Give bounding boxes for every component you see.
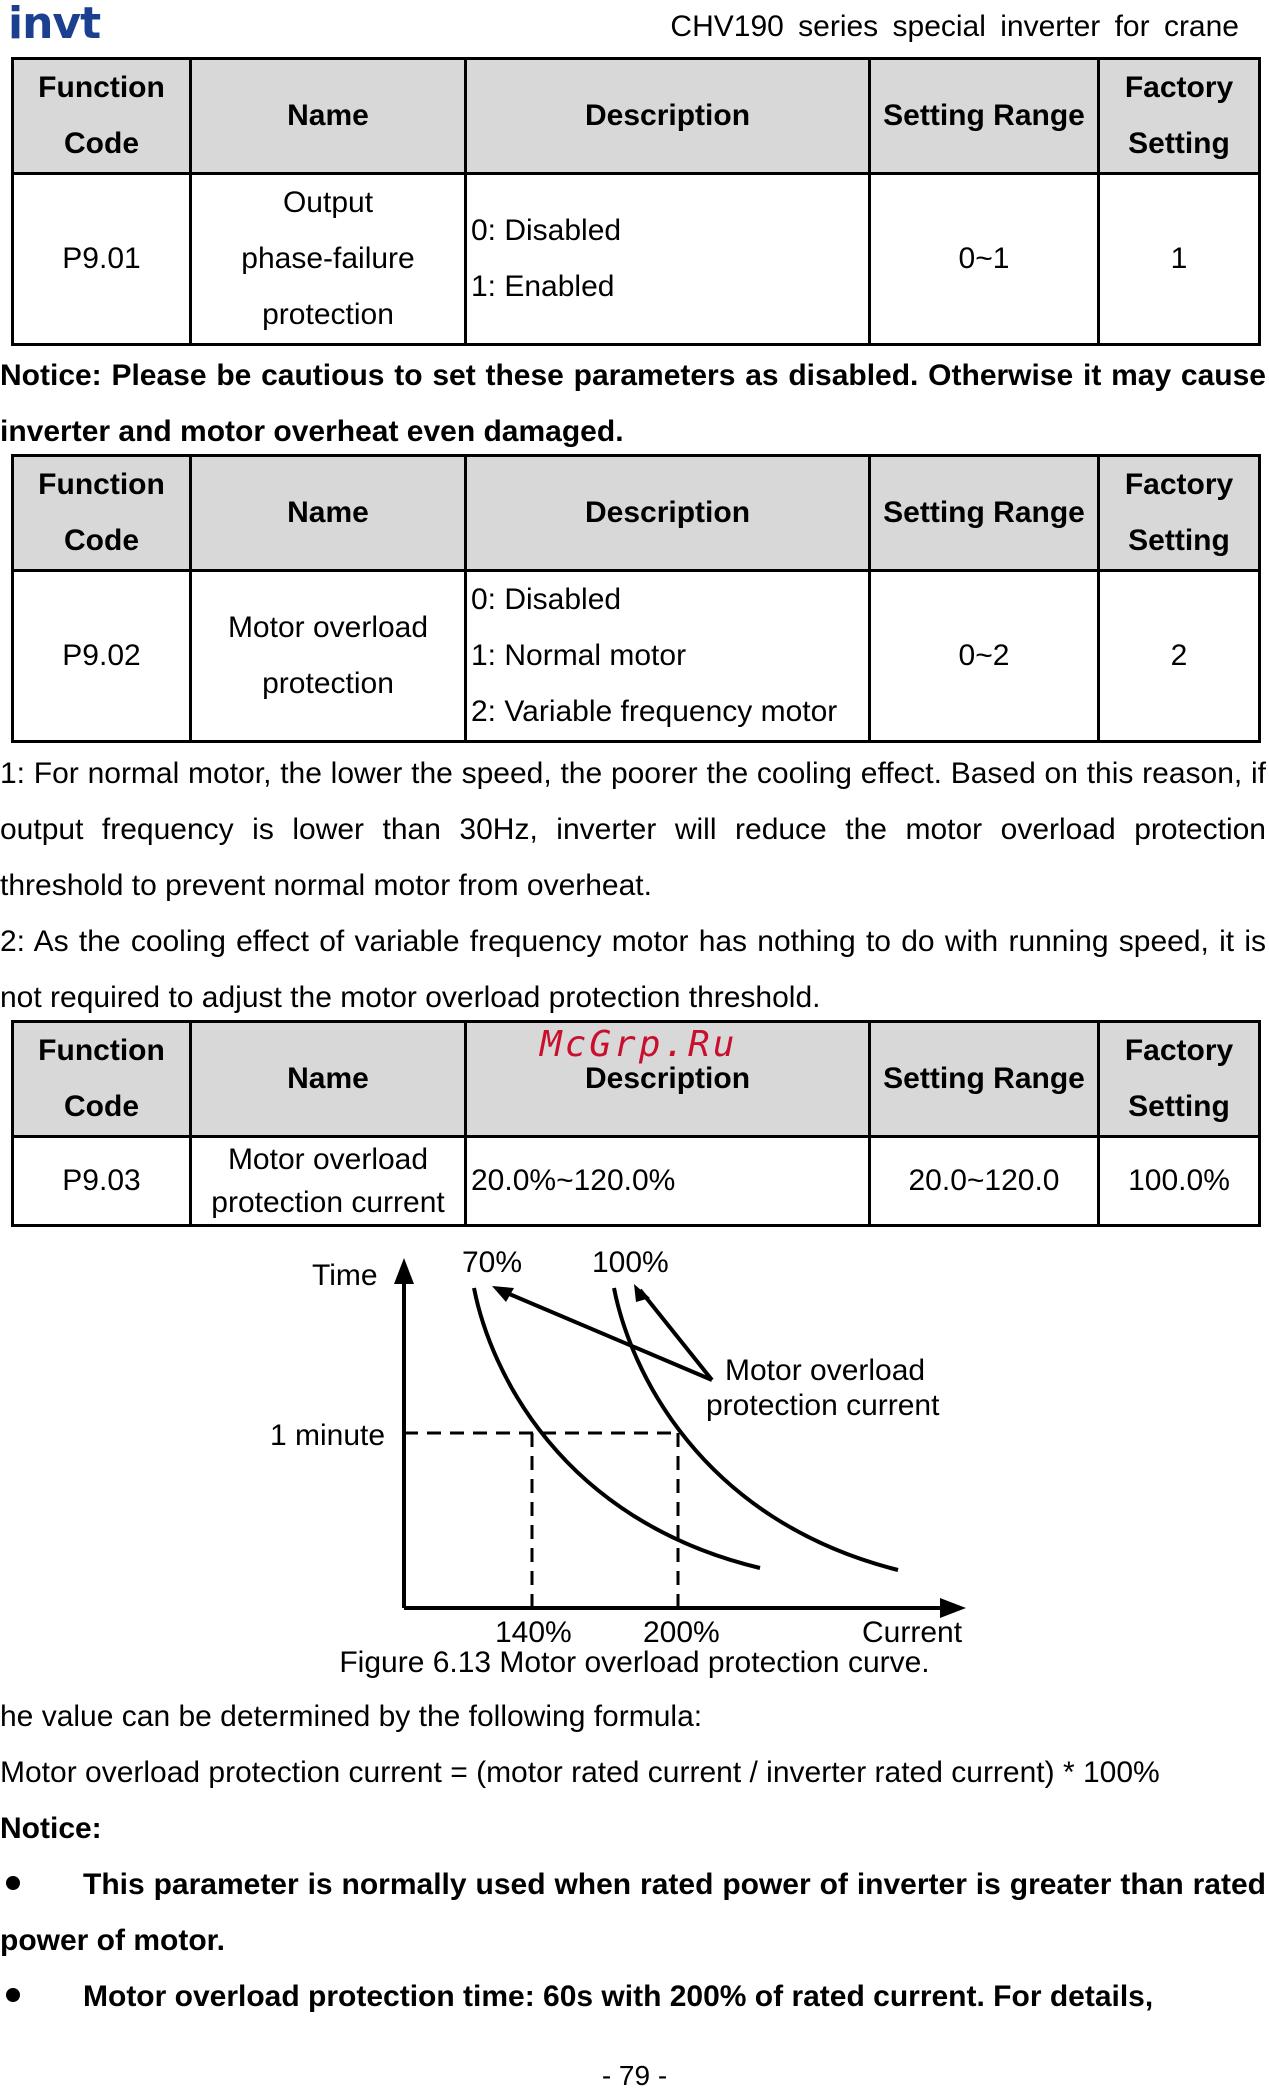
col-description: Description — [466, 456, 870, 571]
paragraph-normal-motor: 1: For normal motor, the lower the speed, the poorer the cooling effect. Based on this reason, if output frequency is lower than 30Hz, inverter will reduce the motor overload protection threshold to prevent normal motor from overheat. — [0, 757, 1266, 902]
function-code: P9.02 — [13, 571, 191, 742]
bullet-item: This parameter is normally used when rated power of inverter is greater than rated power of motor. — [0, 1868, 1266, 1957]
curve-100-label: 100% — [592, 1250, 669, 1279]
x-axis-arrow-icon — [940, 1598, 966, 1618]
x-marker-140: 140% — [495, 1616, 572, 1649]
x-marker-200: 200% — [643, 1616, 720, 1649]
col-name: Name — [191, 1022, 466, 1137]
col-name: Name — [191, 59, 466, 174]
table-row — [13, 571, 1260, 742]
x-axis-label: Current — [862, 1616, 963, 1649]
factory-setting: 2 — [1099, 571, 1260, 742]
bullet-item: Motor overload protection time: 60s with 200% of rated current. For details, — [0, 1969, 1266, 2025]
one-minute-label: 1 minute — [270, 1419, 386, 1452]
param-description: 0: Disabled 1: Enabled — [466, 174, 870, 345]
col-function-code: Function Code — [13, 456, 191, 571]
factory-setting: 100.0% — [1099, 1137, 1260, 1226]
col-setting-range: Setting Range — [870, 1022, 1099, 1137]
curve-70-percent — [474, 1288, 760, 1568]
invt-logo — [8, 0, 101, 49]
param-name: Motor overload protection current — [191, 1137, 466, 1226]
y-axis-label: Time — [312, 1259, 378, 1292]
col-description: Description — [466, 59, 870, 174]
paragraph-variable-frequency-motor: 2: As the cooling effect of variable frequency motor has nothing to do with running speed, it is not required to adjust the motor overload protection threshold. — [0, 925, 1266, 1014]
param-description: 20.0%~120.0% — [466, 1137, 870, 1226]
overload-protection-curve-figure — [0, 1250, 1269, 1650]
annotation-label-line1: Motor overload — [725, 1354, 926, 1387]
header-title: CHV190 series special inverter for crane — [670, 10, 1239, 43]
annotation-label-line2: protection current — [706, 1389, 940, 1422]
function-code: P9.01 — [13, 174, 191, 345]
col-factory-setting: Factory Setting — [1099, 1022, 1260, 1137]
col-description: Description — [466, 1022, 870, 1137]
factory-setting: 1 — [1099, 174, 1260, 345]
formula: Motor overload protection current = (motor rated current / inverter rated current) * 100% — [0, 1756, 1160, 1789]
col-function-code: Function Code — [13, 1022, 191, 1137]
setting-range: 0~1 — [870, 174, 1099, 345]
bullet-icon — [6, 1876, 20, 1890]
col-function-code: Function Code — [13, 59, 191, 174]
watermark: McGrp.Ru — [540, 1024, 738, 1065]
notice-disabled-warning: Notice: Please be cautious to set these parameters as disabled. Otherwise it may cause inverter and motor overheat even damaged. — [0, 359, 1266, 448]
param-description: 0: Disabled 1: Normal motor 2: Variable frequency motor — [466, 571, 870, 742]
formula-intro: he value can be determined by the following formula: — [0, 1700, 703, 1733]
table-header-row — [13, 456, 1260, 571]
page-number: - 79 - — [601, 2060, 668, 2091]
curve-70-label: 70% — [462, 1250, 523, 1279]
table-row — [13, 1137, 1260, 1226]
param-table-p9-02 — [11, 454, 1261, 743]
col-setting-range: Setting Range — [870, 456, 1099, 571]
bullet-icon — [6, 1988, 20, 2002]
notice-title: Notice: — [0, 1812, 102, 1845]
col-name: Name — [191, 456, 466, 571]
param-name: Motor overload protection — [191, 571, 466, 742]
annotation-pointers — [500, 1290, 712, 1380]
table-header-row — [13, 59, 1260, 174]
y-axis-arrow-icon — [394, 1258, 414, 1284]
figure-caption: Figure 6.13 Motor overload protection curve. — [339, 1646, 930, 1679]
logo-text: invt — [8, 0, 101, 49]
col-factory-setting: Factory Setting — [1099, 59, 1260, 174]
setting-range: 20.0~120.0 — [870, 1137, 1099, 1226]
function-code: P9.03 — [13, 1137, 191, 1226]
param-name: Output phase-failure protection — [191, 174, 466, 345]
setting-range: 0~2 — [870, 571, 1099, 742]
table-row — [13, 174, 1260, 345]
guide-lines — [404, 1433, 678, 1608]
param-table-p9-01 — [11, 57, 1261, 346]
col-factory-setting: Factory Setting — [1099, 456, 1260, 571]
col-setting-range: Setting Range — [870, 59, 1099, 174]
